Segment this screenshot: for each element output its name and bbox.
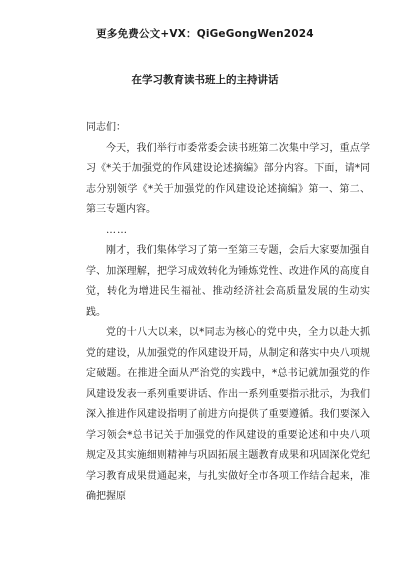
salutation: 同志们：: [86, 122, 126, 133]
paragraph-summary: 刚才，我们集体学习了第一至第三专题，会后大家要加强自学、加深理解，把学习成效转化为锤炼党性、改进作风的高度自觉，转化为增进民生福祉、推动经济社会高质量发展的生动实践。: [86, 245, 370, 318]
paragraph-ellipsis: ……: [106, 224, 128, 236]
paragraph-intro: 今天，我们举行市委常委会读书班第二次集中学习，重点学习《*关于加强党的作风建设论述摘编》部分内容。下面，请*同志分别领学《*关于加强党的作风建设论述摘编》第一、第二、第三专题内容。: [86, 142, 370, 215]
paragraph-main: 党的十八大以来，以*同志为核心的党中央，全力以赴大抓党的建设，从加强党的作风建设开局，从制定和落实中央八项规定破题。在推进全面从严治党的实践中，*总书记就加强党的作风建设发表一系列重要讲话、作出一系列重要指示批示，为我们深入推进作风建设指明了前进方向提供了重要遵循。我们要深入学习领会*总书记关于加强党的作风建设的重要论述和中央八项规定及其实施细则精神与巩固拓展主题教育成果和巩固深化党纪学习教育成果贯通起来，与扎实做好全市各项工作结合起来，准确把握原: [86, 327, 370, 502]
document-title: 在学习教育读书班上的主持讲话: [131, 74, 279, 86]
document-body: [86, 118, 370, 508]
promo-banner: 更多免费公文+VX：QiGeGongWen2024: [96, 28, 314, 40]
